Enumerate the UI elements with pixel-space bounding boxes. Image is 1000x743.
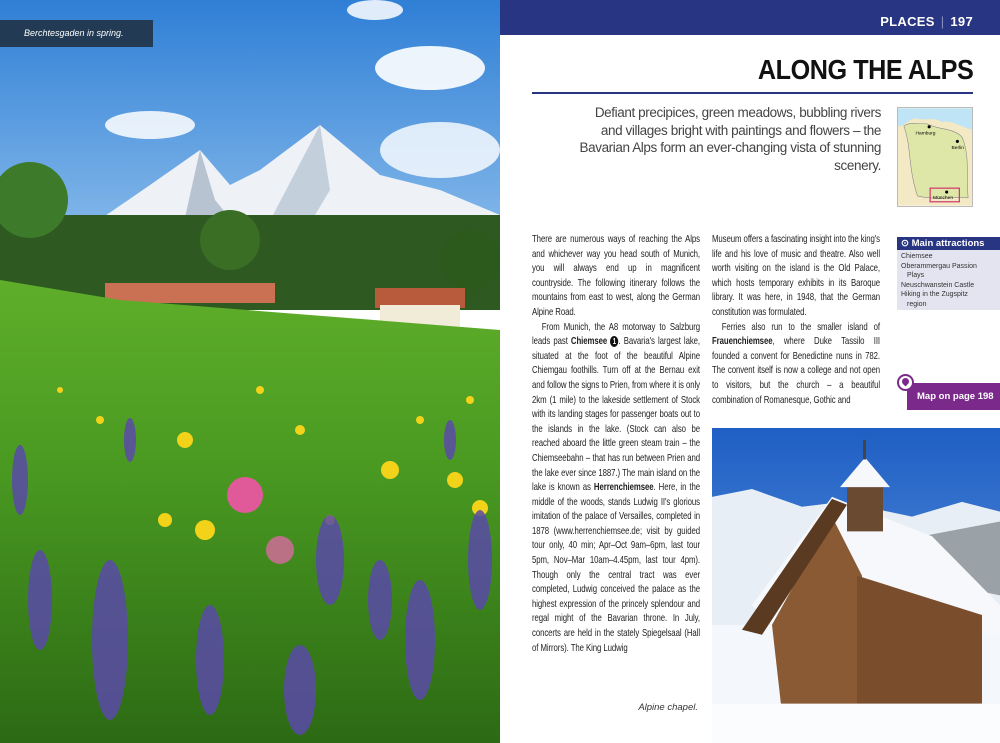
text: , where Duke Tassilo III founded a convent for Benedictine nuns in 782. The convent itself is now a college and not open to visitors, but the church – a beautiful combination of Romanesque, Gothic and: [712, 336, 880, 406]
locator-map: [897, 107, 973, 207]
photo-caption: Alpine chapel.: [638, 702, 698, 713]
page-number: 197: [950, 14, 973, 29]
text: . Here, in the middle of the woods, stands Ludwig II's glorious imitation of the palace of Versailles, completed in 1878 (www.herrenchiemsee.de; visit by guided tour only, 40 min; Apr–Oct 9am–6pm, last tour 5pm, Nov–Mar 10am–4.45pm, last tour 4pm). Though only the central tract was ever completed, Ludwig conceived the palace as the highest expression of the princely splendour and regal might of the Bavarian throne. In July, concerts are held in the stately Spiegelsaal (Hall of Mirrors). The King Ludwig: [532, 482, 700, 654]
place-name: Frauenchiemsee: [712, 336, 773, 348]
map-label-berlin: Berlin: [951, 146, 964, 152]
map-reference-link[interactable]: Map on page 198: [907, 383, 1000, 410]
body-column-2: [712, 233, 880, 408]
map-label-hamburg: Hamburg: [915, 131, 936, 137]
page-title: ALONG THE ALPS: [757, 54, 973, 85]
place-name: Chiemsee: [570, 336, 608, 348]
text: Ferries also run to the smaller island of: [721, 321, 880, 333]
paragraph: [532, 321, 700, 657]
attraction-item-cont: Plays: [907, 272, 925, 279]
attractions-heading: [897, 237, 1000, 250]
map-pin-icon: [897, 374, 914, 391]
map-label-munich: München: [933, 195, 954, 201]
attraction-item: Oberammergau Passion: [901, 262, 977, 270]
paragraph: There are numerous ways of reaching the Alps and whichever way you head south of Munich, you will always end up in magnificent countryside. The following itinerary follows the mountains from east to west, along the German Alpine Road.: [532, 234, 700, 318]
alpine-chapel-photo: [712, 428, 1000, 743]
section-name: PLACES: [880, 14, 935, 29]
header-separator: |: [940, 14, 945, 29]
title-rule: [532, 92, 973, 94]
attraction-item: Chiemsee: [901, 253, 933, 260]
attraction-item: [901, 300, 996, 310]
text: . Bavaria's largest lake, situated at the foot of the beautiful Alpine Chiemgau foothills. Turn off at the Bernau exit and follow the signs to Prien, from where it is only 2km (1 mile) to the lakeside settlement of Stock with its landing stages for passenger boats out to the islands in the lake. (Stock can also be reached aboard the little green steam train – the Chiemseebahn – that has run between Prien and the lake ever since 1887.) The main island on the lake is known as: [532, 336, 700, 494]
attractions-title: Main attractions: [911, 238, 985, 249]
attraction-item: Neuschwanstein Castle: [901, 281, 975, 289]
intro-text: Defiant precipices, green meadows, bubbling rivers and villages bright with paintings and flowers – the Bavarian Alps form an ever-changing vista of stunning scenery.: [579, 105, 881, 173]
paragraph: Museum offers a fascinating insight into the king's life and his love of music and theatre. Also well worth visiting on the island is the Old Palace, which hosts temporary exhibits in its Baroque library. It was here, in 1948, that the German constitution was formulated.: [712, 234, 880, 318]
attraction-item-cont: region: [907, 300, 927, 308]
text: From Munich, the A8 motorway to Salzburg leads past: [532, 321, 700, 348]
attraction-item: [901, 271, 996, 281]
running-header: [500, 0, 1000, 35]
target-icon: ⊙: [901, 238, 912, 249]
paragraph: [712, 321, 880, 409]
place-name: Herrenchiemsee: [593, 482, 654, 494]
attraction-item: Hiking in the Zugspitz: [901, 291, 968, 298]
main-attractions-box: [897, 237, 1000, 310]
map-reference-number: 1: [610, 336, 618, 347]
photo-caption: Berchtesgaden in spring.: [0, 20, 153, 47]
body-column-1: [532, 233, 700, 656]
